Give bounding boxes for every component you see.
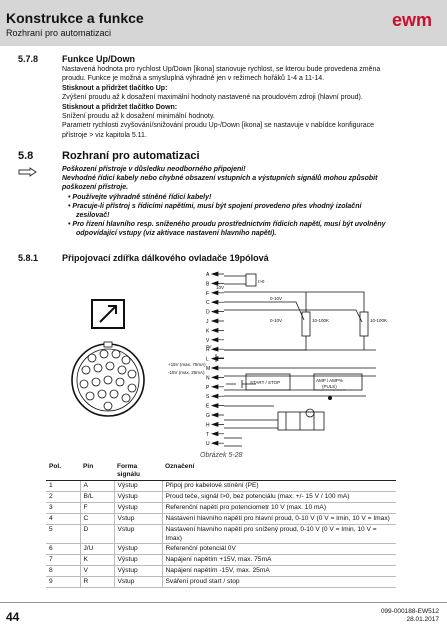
page-header — [0, 0, 447, 46]
label-pot2: 10-100K — [370, 318, 388, 323]
pin-label: J — [206, 319, 209, 325]
label-plus15: +15V (max. 75mA) — [168, 362, 206, 367]
section-58-number: 5.8 — [18, 150, 34, 162]
down-heading: Stisknout a přidržet tlačítko Down: — [62, 103, 178, 111]
pin-label: P — [206, 384, 210, 391]
table-header-row — [46, 462, 396, 481]
cell-pol: 6 — [46, 544, 80, 555]
pin-arrow-icon — [212, 272, 224, 276]
section-581-number: 5.8.1 — [18, 253, 39, 263]
cell-label: Napájení napětím -15V, max. 25mA — [162, 566, 396, 577]
param-line: přístroje > viz kapitola 5.11. — [62, 131, 147, 139]
cell-signal: Vstup — [114, 577, 162, 588]
pin-label: D — [206, 309, 210, 316]
pin-label: L — [206, 356, 209, 363]
pin-label: A — [206, 272, 210, 278]
cell-signal: Výstup — [114, 555, 162, 566]
pin-arrow-icon — [212, 375, 224, 379]
pin-label: H — [206, 422, 210, 429]
pin-arrow-icon — [212, 441, 224, 445]
label-0v: 0V — [206, 344, 212, 349]
pin-label: S — [206, 394, 210, 401]
pin-arrow-icon — [212, 319, 224, 323]
pin-label: R — [206, 347, 210, 354]
doc-date: 28.01.2017 — [406, 616, 439, 623]
header-subtitle: Rozhraní pro automatizaci — [6, 28, 112, 38]
doc-number: 099-000188-EW512 — [380, 608, 439, 615]
col-header-pin: Pin — [80, 462, 114, 481]
warning-block — [62, 165, 442, 239]
pin-arrow-icon — [212, 404, 224, 408]
connector-19pin-icon — [72, 342, 144, 416]
col-header-label: Označení — [162, 462, 396, 481]
pin-arrow-icon — [212, 338, 224, 342]
table-row — [46, 525, 396, 544]
pin-arrow-icon — [212, 300, 224, 304]
pin-label: F — [206, 290, 210, 297]
cell-signal: Výstup — [114, 492, 162, 503]
cell-pol: 4 — [46, 514, 80, 525]
section-578-intro — [62, 65, 442, 140]
cell-signal: Výstup — [114, 544, 162, 555]
pin-arrow-icon — [212, 291, 224, 295]
bullet-item: • Pracuje-li přístroj s řídicími napětími, musí být spojení provedeno přes vhodný izolační zesilovač! — [68, 202, 362, 220]
cell-signal: Výstup — [114, 566, 162, 577]
bullet-item: • Používejte výhradně stíněné řídicí kabely! — [68, 193, 212, 201]
pin-label: N — [206, 375, 210, 382]
pin-arrow-icon — [212, 385, 224, 389]
hand-pointer-icon — [18, 166, 38, 178]
pin-label: C — [206, 300, 210, 307]
cell-pin: J/U — [80, 544, 114, 555]
cell-pol: 5 — [46, 525, 80, 544]
table-row — [46, 566, 396, 577]
table-row — [46, 514, 396, 525]
figure-caption: Obrázek 5-28 — [200, 452, 243, 459]
warning-line: Nevhodné řídicí kabely nebo chybné obsazení vstupních a výstupních signálů mohou způsobit — [62, 175, 378, 183]
bullet-item: • Pro řízení hlavního resp. sníženého proudu prostřednictvím řídicích napětí, musí být uvolněny odpovídající vstupy (viz aktivace nastavení hlavního napětí). — [68, 221, 386, 238]
cell-label: Proud teče, signál I>0, bez potenciálu (max. +/- 15 V / 100 mA) — [162, 492, 396, 503]
cell-signal: Výstup — [114, 481, 162, 492]
section-578-title: Funkce Up/Down — [62, 54, 136, 64]
label-i0: I>0 — [258, 279, 265, 284]
cell-pin: B/L — [80, 492, 114, 503]
svg-text:ewm: ewm — [392, 10, 433, 30]
table-row — [46, 481, 396, 492]
table-row — [46, 503, 396, 514]
pin-arrow-icon — [212, 310, 224, 314]
section-58-title: Rozhraní pro automatizaci — [62, 150, 200, 162]
intro-line: Nastavená hodnota pro rychlost Up/Down [ikona] stanovuje rychlost, se kterou bude provedena změna — [62, 66, 381, 73]
cell-pol: 3 — [46, 503, 80, 514]
section-578-number: 5.7.8 — [18, 54, 39, 64]
col-header-pol: Pol. — [46, 462, 80, 481]
cell-label: Sváření proud start / stop — [162, 577, 396, 588]
label-minus15: -15V (max. 25mA) — [168, 370, 205, 375]
cell-pol: 7 — [46, 555, 80, 566]
wiring-diagram — [46, 262, 396, 454]
cell-pin: A — [80, 481, 114, 492]
pin-label: B — [206, 281, 210, 288]
header-title: Konstrukce a funkce — [6, 10, 144, 26]
cell-label: Nastavení hlavního napětí pro hlavní proud, 0-10 V (0 V = Imin, 10 V = Imax) — [162, 514, 396, 525]
pin-arrow-icon — [212, 394, 224, 398]
label-range2: 0-10V — [270, 318, 283, 323]
cell-label: Připoj pro kabelové stínění (PE) — [162, 481, 396, 492]
cell-label: Nastavení hlavního napětí pro snížený proud, 0-10 V (0 V = Imin, 10 V = Imax) — [162, 525, 396, 544]
table-row — [46, 492, 396, 503]
cell-pin: D — [80, 525, 114, 544]
pin-arrow-icon — [212, 366, 224, 370]
cell-signal: Výstup — [114, 503, 162, 514]
pin-label: E — [206, 403, 210, 410]
pin-arrow-icon — [212, 413, 224, 417]
cell-label: Referenční potenciál 0V — [162, 544, 396, 555]
up-heading: Stisknout a přidržet tlačítko Up: — [62, 84, 168, 92]
pin-label: V — [206, 337, 210, 344]
cell-pol: 9 — [46, 577, 80, 588]
pin-label: K — [206, 328, 210, 335]
pin-label: M — [206, 366, 211, 372]
pin-arrow-icon — [212, 328, 224, 332]
label-pot1: 10-100K — [312, 318, 330, 323]
cell-pol: 8 — [46, 566, 80, 577]
cell-pin: K — [80, 555, 114, 566]
pin-label: U — [206, 441, 210, 448]
cell-signal: Vstup — [114, 514, 162, 525]
pin-arrow-icon — [212, 422, 224, 426]
table-row — [46, 577, 396, 588]
pin-arrow-icon — [212, 432, 224, 436]
pin-table — [46, 462, 396, 588]
label-range1: 0-10V — [270, 296, 283, 301]
label-10v: 10V — [216, 285, 225, 290]
cell-label: Napájení napětím +15V, max. 75mA — [162, 555, 396, 566]
cell-pin: F — [80, 503, 114, 514]
label-amp-sub: (PULS) — [322, 384, 337, 389]
table-row — [46, 555, 396, 566]
warning-line: Poškození přístroje v důsledku neodborného připojení! — [62, 166, 246, 173]
cell-signal: Vstup — [114, 525, 162, 544]
pin-arrow-icon — [212, 347, 224, 351]
cell-pol: 1 — [46, 481, 80, 492]
warning-line: poškození přístroje. — [62, 184, 129, 192]
doc-info — [381, 608, 439, 624]
pin-label: G — [206, 413, 210, 419]
cell-pin: R — [80, 577, 114, 588]
section-581-title: Připojovací zdířka dálkového ovladače 19pólová — [62, 253, 269, 263]
up-text: Zvýšení proudu až k dosažení maximální hodnoty nastavené na proudovém zdroji (hlavní proud). — [62, 94, 363, 102]
page-number: 44 — [6, 610, 20, 624]
pin-label: T — [206, 431, 210, 438]
intro-line: proudu. Funkce je možná a smysluplná výhradně jen v režimech hořáků 1-4 a 11-14. — [62, 75, 325, 83]
col-header-signal: Forma signálu — [114, 462, 162, 481]
table-row — [46, 544, 396, 555]
label-start-stop: START / STOP — [250, 380, 281, 385]
label-amp: AMP / AMP% — [316, 378, 343, 383]
cell-pin: C — [80, 514, 114, 525]
cell-pol: 2 — [46, 492, 80, 503]
down-text: Snížení proudu až k dosažení minimální hodnoty. — [62, 113, 215, 121]
footer-divider — [0, 602, 447, 603]
ewm-logo — [390, 8, 442, 32]
cell-label: Referenční napětí pro potenciometr 10 V (max. 10 mA) — [162, 503, 396, 514]
param-line: Parametr rychlosti zvyšování/snižování proudu Up-/Down [ikona] se nastavuje v nabídce konfigurace — [62, 122, 375, 130]
cell-pin: V — [80, 566, 114, 577]
pin-arrow-icon — [212, 357, 224, 361]
